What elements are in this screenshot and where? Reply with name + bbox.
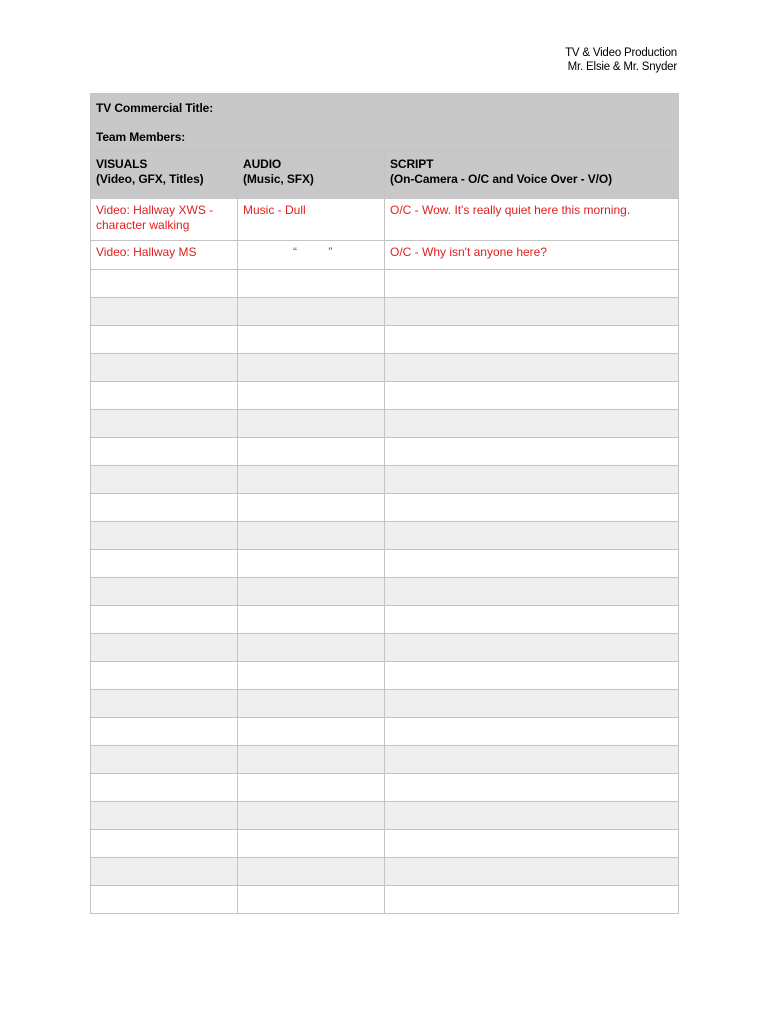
column-header-visuals	[91, 152, 238, 199]
visuals-cell[interactable]	[91, 550, 238, 578]
audio-cell[interactable]	[238, 410, 385, 438]
empty-table-row	[91, 634, 679, 662]
empty-table-row	[91, 382, 679, 410]
audio-cell[interactable]	[238, 270, 385, 298]
audio-cell[interactable]	[238, 438, 385, 466]
visuals-cell[interactable]	[91, 858, 238, 886]
empty-table-row	[91, 550, 679, 578]
audio-cell[interactable]	[238, 578, 385, 606]
empty-table-row	[91, 718, 679, 746]
visuals-cell[interactable]	[91, 382, 238, 410]
column-sub: (Video, GFX, Titles)	[96, 172, 204, 186]
empty-table-row	[91, 298, 679, 326]
visuals-cell[interactable]	[91, 774, 238, 802]
script-cell[interactable]	[385, 438, 679, 466]
visuals-cell[interactable]	[91, 718, 238, 746]
instructor-names: Mr. Elsie & Mr. Snyder	[567, 61, 677, 73]
audio-cell[interactable]	[238, 634, 385, 662]
audio-cell[interactable]	[238, 494, 385, 522]
empty-table-row	[91, 354, 679, 382]
empty-table-row	[91, 830, 679, 858]
column-header-script	[385, 152, 679, 199]
script-cell[interactable]	[385, 690, 679, 718]
visuals-cell[interactable]: Video: Hallway XWS - character walking	[91, 199, 238, 241]
script-cell[interactable]	[385, 466, 679, 494]
table-row	[91, 241, 679, 270]
empty-table-row	[91, 270, 679, 298]
title-row	[91, 94, 679, 123]
visuals-cell[interactable]	[91, 270, 238, 298]
page-header	[565, 46, 677, 74]
empty-table-row	[91, 690, 679, 718]
script-cell[interactable]	[385, 354, 679, 382]
empty-table-row	[91, 410, 679, 438]
visuals-cell[interactable]	[91, 634, 238, 662]
commercial-title-label[interactable]: TV Commercial Title:	[91, 94, 679, 123]
empty-table-row	[91, 578, 679, 606]
visuals-cell[interactable]	[91, 606, 238, 634]
visuals-cell[interactable]	[91, 410, 238, 438]
script-cell[interactable]	[385, 270, 679, 298]
empty-table-row	[91, 662, 679, 690]
visuals-cell[interactable]	[91, 326, 238, 354]
column-name: VISUALS	[96, 157, 148, 171]
audio-cell[interactable]	[238, 802, 385, 830]
audio-cell[interactable]	[238, 466, 385, 494]
audio-cell[interactable]	[238, 354, 385, 382]
script-cell[interactable]	[385, 774, 679, 802]
visuals-cell[interactable]	[91, 494, 238, 522]
column-header-audio	[238, 152, 385, 199]
audio-cell[interactable]	[238, 241, 385, 270]
visuals-cell[interactable]	[91, 522, 238, 550]
script-cell[interactable]	[385, 550, 679, 578]
script-cell[interactable]	[385, 326, 679, 354]
empty-table-row	[91, 438, 679, 466]
column-name: AUDIO	[243, 157, 282, 171]
visuals-cell[interactable]: Video: Hallway MS	[91, 241, 238, 270]
empty-table-row	[91, 606, 679, 634]
script-cell[interactable]	[385, 858, 679, 886]
audio-cell[interactable]	[238, 774, 385, 802]
column-header-row	[91, 152, 679, 199]
visuals-cell[interactable]	[91, 830, 238, 858]
column-sub: (On-Camera - O/C and Voice Over - V/O)	[390, 172, 613, 186]
audio-cell[interactable]	[238, 606, 385, 634]
team-members-label[interactable]: Team Members:	[91, 123, 679, 152]
script-cell[interactable]	[385, 522, 679, 550]
script-cell[interactable]	[385, 410, 679, 438]
audio-cell[interactable]	[238, 522, 385, 550]
audio-cell[interactable]	[238, 690, 385, 718]
visuals-cell[interactable]	[91, 438, 238, 466]
script-cell[interactable]	[385, 746, 679, 774]
empty-table-row	[91, 466, 679, 494]
visuals-cell[interactable]	[91, 662, 238, 690]
audio-cell[interactable]: Music - Dull	[238, 199, 385, 241]
script-cell[interactable]	[385, 494, 679, 522]
audio-cell[interactable]	[238, 298, 385, 326]
empty-table-row	[91, 746, 679, 774]
script-table	[90, 93, 679, 914]
visuals-cell[interactable]	[91, 690, 238, 718]
empty-table-row	[91, 774, 679, 802]
empty-table-row	[91, 802, 679, 830]
empty-table-row	[91, 522, 679, 550]
visuals-cell[interactable]	[91, 466, 238, 494]
audio-cell[interactable]	[238, 718, 385, 746]
audio-cell[interactable]	[238, 382, 385, 410]
audio-cell[interactable]	[238, 886, 385, 914]
script-cell[interactable]	[385, 606, 679, 634]
visuals-cell[interactable]	[91, 354, 238, 382]
team-row	[91, 123, 679, 152]
audio-cell[interactable]	[238, 550, 385, 578]
script-cell[interactable]	[385, 634, 679, 662]
script-cell[interactable]	[385, 298, 679, 326]
empty-table-row	[91, 886, 679, 914]
script-cell[interactable]	[385, 830, 679, 858]
audio-cell[interactable]	[238, 746, 385, 774]
course-title: TV & Video Production	[565, 47, 677, 59]
script-cell[interactable]	[385, 662, 679, 690]
visuals-cell[interactable]	[91, 746, 238, 774]
audio-cell[interactable]	[238, 830, 385, 858]
visuals-cell[interactable]	[91, 802, 238, 830]
script-cell[interactable]	[385, 802, 679, 830]
script-cell[interactable]: O/C - Why isn't anyone here?	[385, 241, 679, 270]
script-cell[interactable]	[385, 718, 679, 746]
script-cell[interactable]	[385, 382, 679, 410]
script-cell[interactable]: O/C - Wow. It's really quiet here this morning.	[385, 199, 679, 241]
empty-table-row	[91, 494, 679, 522]
audio-cell[interactable]	[238, 326, 385, 354]
ditto-marks: “ ”	[293, 245, 347, 259]
visuals-cell[interactable]	[91, 298, 238, 326]
empty-table-row	[91, 326, 679, 354]
empty-table-row	[91, 858, 679, 886]
script-cell[interactable]	[385, 578, 679, 606]
script-cell[interactable]	[385, 886, 679, 914]
visuals-cell[interactable]	[91, 886, 238, 914]
audio-cell[interactable]	[238, 662, 385, 690]
visuals-cell[interactable]	[91, 578, 238, 606]
audio-cell[interactable]	[238, 858, 385, 886]
column-name: SCRIPT	[390, 157, 434, 171]
table-row	[91, 199, 679, 241]
column-sub: (Music, SFX)	[243, 172, 314, 186]
